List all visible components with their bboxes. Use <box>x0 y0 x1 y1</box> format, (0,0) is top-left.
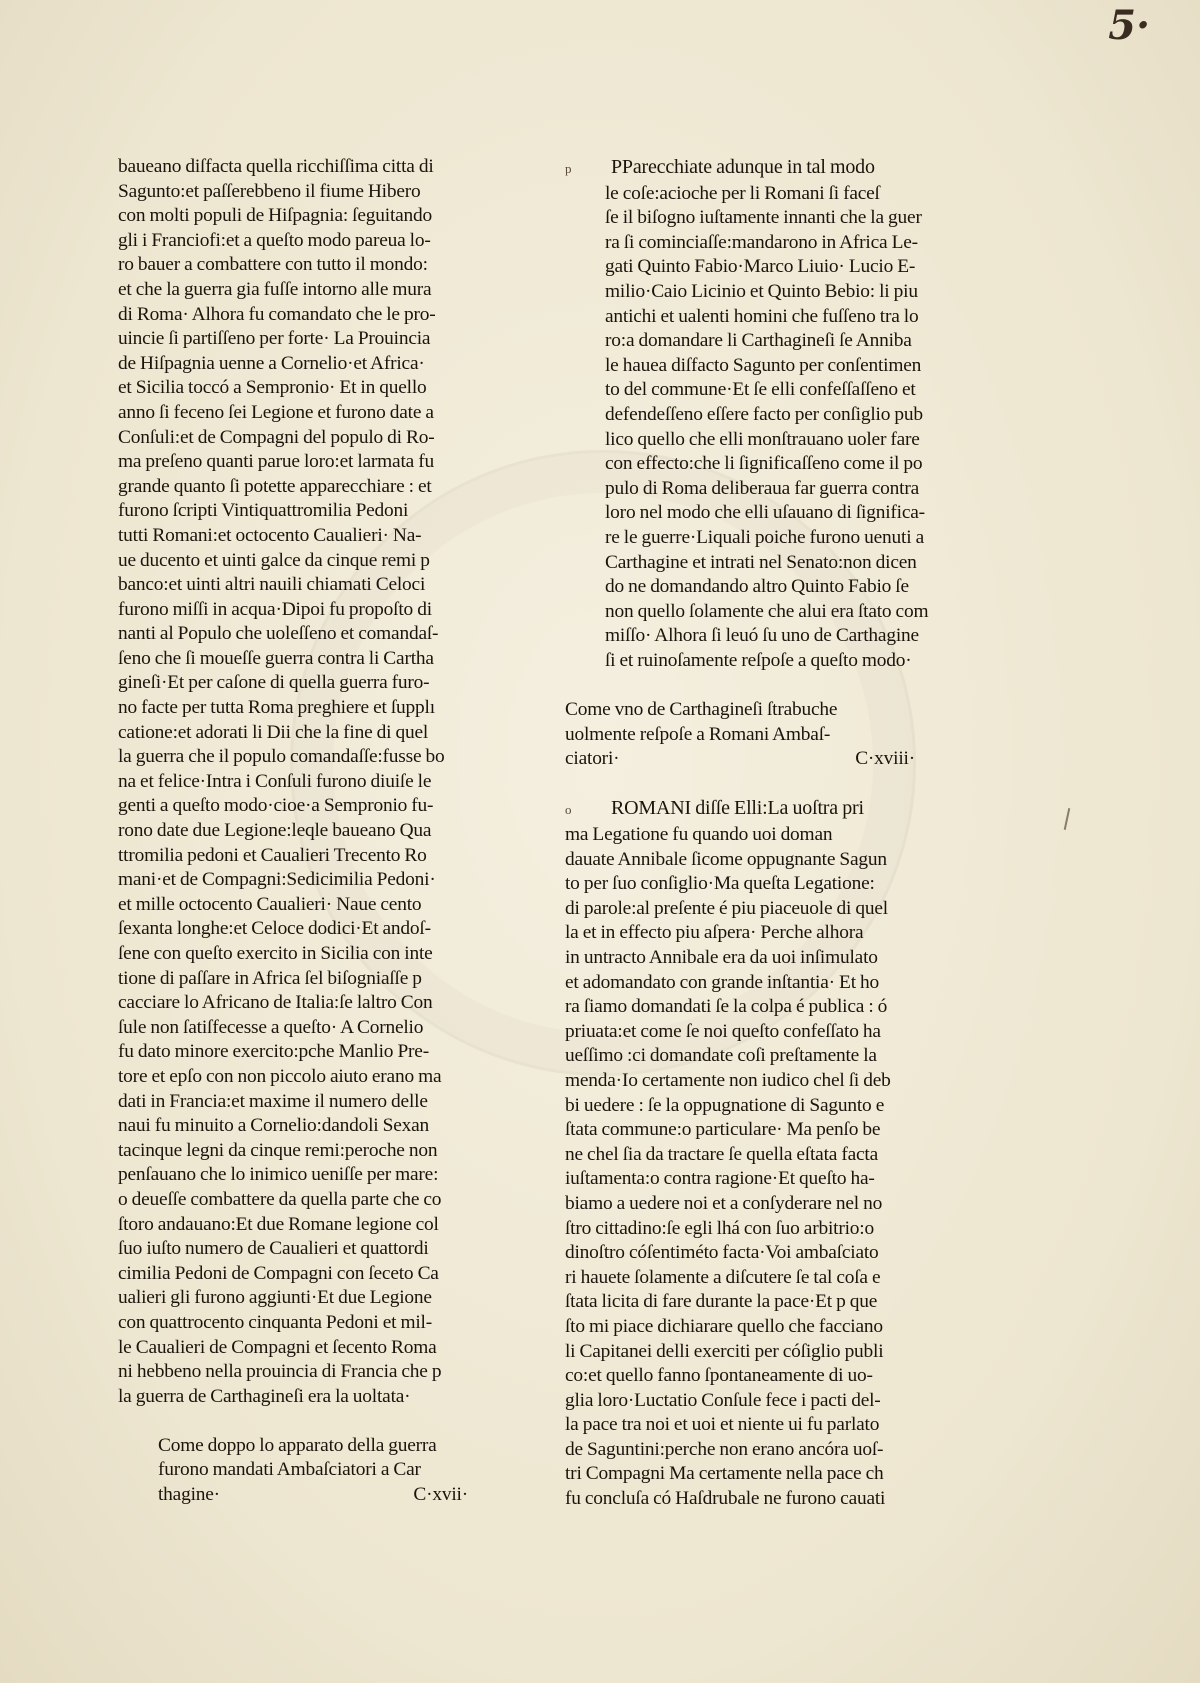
text-line: glia loro·Luctatio Conſule fece i pacti del- <box>565 1389 881 1411</box>
text-line: do ne domandando altro Quinto Fabio ſe <box>605 576 909 598</box>
text-line: dauate Annibale ſicome oppugnante Sagun <box>565 848 887 870</box>
chapter-heading-text: uolmente reſpoſe a Romani Ambaſ- <box>565 723 831 745</box>
text-line: biamo a uedere noi et a conſyderare nel no <box>565 1192 883 1214</box>
text-line: catione:et adorati li Dii che la fine di quel <box>118 721 429 743</box>
chapter-heading-xvii <box>118 1434 468 1508</box>
text-line: la guerra de Carthagineſi era la uoltata· <box>118 1385 411 1407</box>
text-line: de Saguntini:perche non erano ancóra uoſ- <box>565 1438 884 1460</box>
text-line: le hauea diſfacto Sagunto per conſentimen <box>605 354 922 376</box>
chapter-heading-line <box>158 1483 468 1508</box>
left-column <box>118 155 468 1508</box>
margin-pen-mark <box>1064 808 1071 830</box>
text-line: furono miſſi in acqua·Dipoi fu propoſto di <box>118 598 432 620</box>
text-line: tri Compagni Ma certamente nella pace ch <box>565 1463 884 1485</box>
text-line: na et felice·Intra i Conſuli furono diuiſe le <box>118 770 432 792</box>
text-line: ra ſi cominciaſſe:mandarono in Africa Le- <box>605 231 918 253</box>
text-line: gli i Franciofi:et a queſto modo pareua lo- <box>118 229 431 251</box>
text-line: fu concluſa có Haſdrubale ne furono cauati <box>565 1488 886 1510</box>
chapter-heading-line <box>158 1458 468 1483</box>
text-line: rono date due Legione:leqle baueano Qua <box>118 820 432 842</box>
text-line: to per ſuo conſiglio·Ma queſta Legatione: <box>565 873 875 895</box>
text-line: miſſo· Alhora ſi leuó ſu uno de Carthagine <box>605 625 919 647</box>
chapter-heading-line <box>565 698 915 723</box>
chapter-heading-line <box>565 723 915 748</box>
text-line: uincie ſi partiſſeno per forte· La Prouincia <box>118 328 431 350</box>
text-line: tacinque legni da cinque remi:peroche non <box>118 1139 438 1161</box>
text-line: menda·Io certamente non iudico chel ſi deb <box>565 1069 891 1091</box>
chapter-heading-text: ciatori· <box>565 748 620 770</box>
text-line: ro:a domandare li Carthagineſi ſe Anniba <box>605 330 912 352</box>
text-line: naui fu minuito a Cornelio:dandoli Sexan <box>118 1115 430 1137</box>
text-line: tione di paſſare in Africa ſel biſogniaſſe p <box>118 967 422 989</box>
text-line: no facte per tutta Roma preghiere et ſupplı <box>118 697 435 719</box>
text-line: mani·et de Compagni:Sedicimilia Pedoni· <box>118 869 436 891</box>
text-line: pulo di Roma deliberaua far guerra contra <box>605 477 919 499</box>
text-line: de Hiſpagnia uenne a Cornelio·et Africa· <box>118 352 425 374</box>
text-line: et mille octocento Caualieri· Naue cento <box>118 893 422 915</box>
text-line: cacciare lo Africano de Italia:ſe laltro Con <box>118 992 433 1014</box>
text-line: furono ſcripti Vintiquattromilia Pedoni <box>118 500 409 522</box>
text-line: ualieri gli furono aggiunti·Et due Legione <box>118 1287 432 1309</box>
text-line: et che la guerra gia fuſſe intorno alle mura <box>118 278 432 300</box>
text-line: iuſtamenta:o contra ragione·Et queſto ha- <box>565 1168 875 1190</box>
paragraph-opening-line: o ROMANI diſſe Elli:La uoſtra pri <box>565 796 915 823</box>
text-line: lico quello che elli monſtrauano uoler fare <box>605 428 920 450</box>
text-line: fu dato minore exercito:pche Manlio Pre- <box>118 1041 429 1063</box>
text-line: milio·Caio Licinio et Quinto Bebio: li piu <box>605 280 918 302</box>
text-line: ro bauer a combattere con tutto il mondo: <box>118 254 428 276</box>
text-line: di parole:al preſente é piu piaceuole di quel <box>565 897 888 919</box>
text-line: ueſſimo :ci domandate coſi preſtamente la <box>565 1045 877 1067</box>
text-line: baueano diſfacta quella ricchiſſima citta di <box>118 156 434 177</box>
chapter-heading-xviii <box>565 698 915 772</box>
text-line: ſexanta longhe:et Celoce dodici·Et andoſ- <box>118 918 431 940</box>
text-line: to del commune·Et ſe elli confeſſaſſeno et <box>605 379 916 401</box>
text-line: la pace tra noi et uoi et niente ui fu parlato <box>565 1414 880 1436</box>
text-line: ſuo iuſto numero de Caualieri et quattordi <box>118 1238 429 1260</box>
text-line: grande quanto ſi potette apparecchiare : et <box>118 475 432 497</box>
text-line: anno ſi feceno ſei Legione et furono date a <box>118 401 434 423</box>
text-line: ſene con queſto exercito in Sicilia con inte <box>118 943 433 964</box>
text-line: ſto mi piace dichiarare quello che facciano <box>565 1315 883 1337</box>
text-line: con quattrocento cinquanta Pedoni et mil- <box>118 1311 432 1333</box>
right-column <box>565 155 929 1512</box>
text-line: cimilia Pedoni de Compagni con ſeceto Ca <box>118 1262 439 1284</box>
text-line: ma Legatione fu quando uoi doman <box>565 824 833 846</box>
text-line: gati Quinto Fabio·Marco Liuio· Lucio E- <box>605 256 916 278</box>
text-line: ſule non ſatiſfecesse a queſto· A Cornelio <box>118 1016 424 1038</box>
left-body-text <box>118 155 468 1409</box>
text-line: ſtro cittadino:ſe egli lhá con ſuo arbitrio:o <box>565 1217 874 1239</box>
text-line: la guerra che il populo comandaſſe:fusse bo <box>118 746 445 768</box>
chapter-number: C·xviii· <box>855 748 915 770</box>
chapter-heading-text: Come doppo lo apparato della guerra <box>158 1434 437 1456</box>
text-line: Sagunto:et paſſerebbeno il fiume Hibero <box>118 180 421 202</box>
text-line: penſauano che lo inimico ueniſſe per mare: <box>118 1164 439 1186</box>
text-line: re le guerre·Liquali poiche furono uenuti a <box>605 526 924 548</box>
chapter-heading-text: Come vno de Carthagineſi ſtrabuche <box>565 699 838 721</box>
text-line: bi uedere : ſe la oppugnatione di Sagunto e <box>565 1094 885 1116</box>
chapter-heading-text: thagine· <box>158 1484 220 1506</box>
guide-letter: o <box>565 802 572 818</box>
text-line: ſtoro andauano:Et due Romane legione col <box>118 1213 439 1235</box>
guide-letter: p <box>565 161 572 176</box>
text-line: priuata:et come ſe noi queſto confeſſato ha <box>565 1020 881 1042</box>
text-line: ſi et ruinoſamente reſpoſe a queſto modo· <box>605 649 912 671</box>
text-line: ſtata commune:o particulare· Ma penſo be <box>565 1119 881 1141</box>
text-line: ri hauete ſolamente a diſcutere ſe tal coſa e <box>565 1266 881 1288</box>
text-line: ra ſiamo domandati ſe la colpa é publica : ó <box>565 996 888 1018</box>
text-line: genti a queſto modo·cioe·a Sempronio fu- <box>118 795 434 817</box>
text-line: o deueſſe combattere da quella parte che co <box>118 1188 442 1210</box>
text-line: ſeno che ſi moueſſe guerra contra li Cartha <box>118 647 434 669</box>
text-line: Carthagine et intrati nel Senato:non dicen <box>605 551 917 573</box>
text-line: Conſuli:et de Compagni del populo di Ro- <box>118 426 435 448</box>
chapter-heading-line <box>158 1434 468 1459</box>
text-line: con effecto:che li ſignificaſſeno come il po <box>605 453 923 475</box>
text-line: di Roma· Alhora fu comandato che le pro- <box>118 303 436 325</box>
text-line: gineſi·Et per caſone di quella guerra furo- <box>118 672 430 694</box>
text-line: et adomandato con grande inſtantia· Et ho <box>565 971 880 993</box>
text-line: ne chel ſia da tractare ſe quella eſtata facta <box>565 1143 878 1165</box>
text-line: defendeſſeno eſſere facto per conſiglio pub <box>605 403 923 425</box>
text-line: con molti populi de Hiſpagnia: ſeguitando <box>118 205 433 227</box>
text-line: antichi et ualenti homini che fuſſeno tra lo <box>605 305 919 327</box>
text-line: li Capitanei delli exerciti per cóſiglio publi <box>565 1340 884 1362</box>
text-line: nanti al Populo che uoleſſeno et comandaſ- <box>118 623 439 645</box>
text-line: banco:et uinti altri nauili chiamati Celoci <box>118 574 426 596</box>
text-line: la et in effecto piu aſpera· Perche alhora <box>565 922 864 944</box>
chapter-heading-text: furono mandati Ambaſciatori a Car <box>158 1459 421 1481</box>
text-line: ſtata licita di fare durante la pace·Et p que <box>565 1291 878 1313</box>
right-paragraph-2 <box>565 823 915 1512</box>
text-line: ue ducento et uinti galce da cinque remi p <box>118 549 430 571</box>
text-line: co:et quello fanno ſpontaneamente di uo- <box>565 1365 873 1387</box>
chapter-number: C·xvii· <box>413 1484 468 1506</box>
text-line: tutti Romani:et octocento Caualieri· Na- <box>118 524 422 546</box>
text-line: tore et epſo con non piccolo aiuto erano ma <box>118 1065 442 1087</box>
paragraph-opening-line: p PParecchiate adunque in tal modo <box>565 155 915 182</box>
text-line: et Sicilia toccó a Sempronio· Et in quello <box>118 377 427 399</box>
text-line: le coſe:acioche per li Romani ſi faceſ <box>605 182 880 204</box>
text-line: le Caualieri de Compagni et ſecento Roma <box>118 1336 437 1358</box>
folio-number: 5· <box>1108 2 1150 49</box>
text-line: ſe il biſogno iuſtamente innanti che la guer <box>605 207 922 229</box>
text-line: in untracto Annibale era da uoi inſimulato <box>565 947 878 968</box>
text-line: ttromilia pedoni et Caualieri Trecento Ro <box>118 844 427 866</box>
text-line: non quello ſolamente che alui era ſtato com <box>605 600 929 622</box>
chapter-heading-line <box>565 747 915 772</box>
text-line: dati in Francia:et maxime il numero delle <box>118 1090 428 1112</box>
right-paragraph-1 <box>565 182 929 674</box>
text-line: ni hebbeno nella prouincia di Francia che p <box>118 1361 442 1383</box>
text-line: loro nel modo che elli uſauano di ſignifica- <box>605 502 925 524</box>
text-line: dinoſtro cóſentiméto facta·Voi ambaſciato <box>565 1242 879 1264</box>
text-line: ma preſeno quanti parue loro:et larmata fu <box>118 451 434 473</box>
